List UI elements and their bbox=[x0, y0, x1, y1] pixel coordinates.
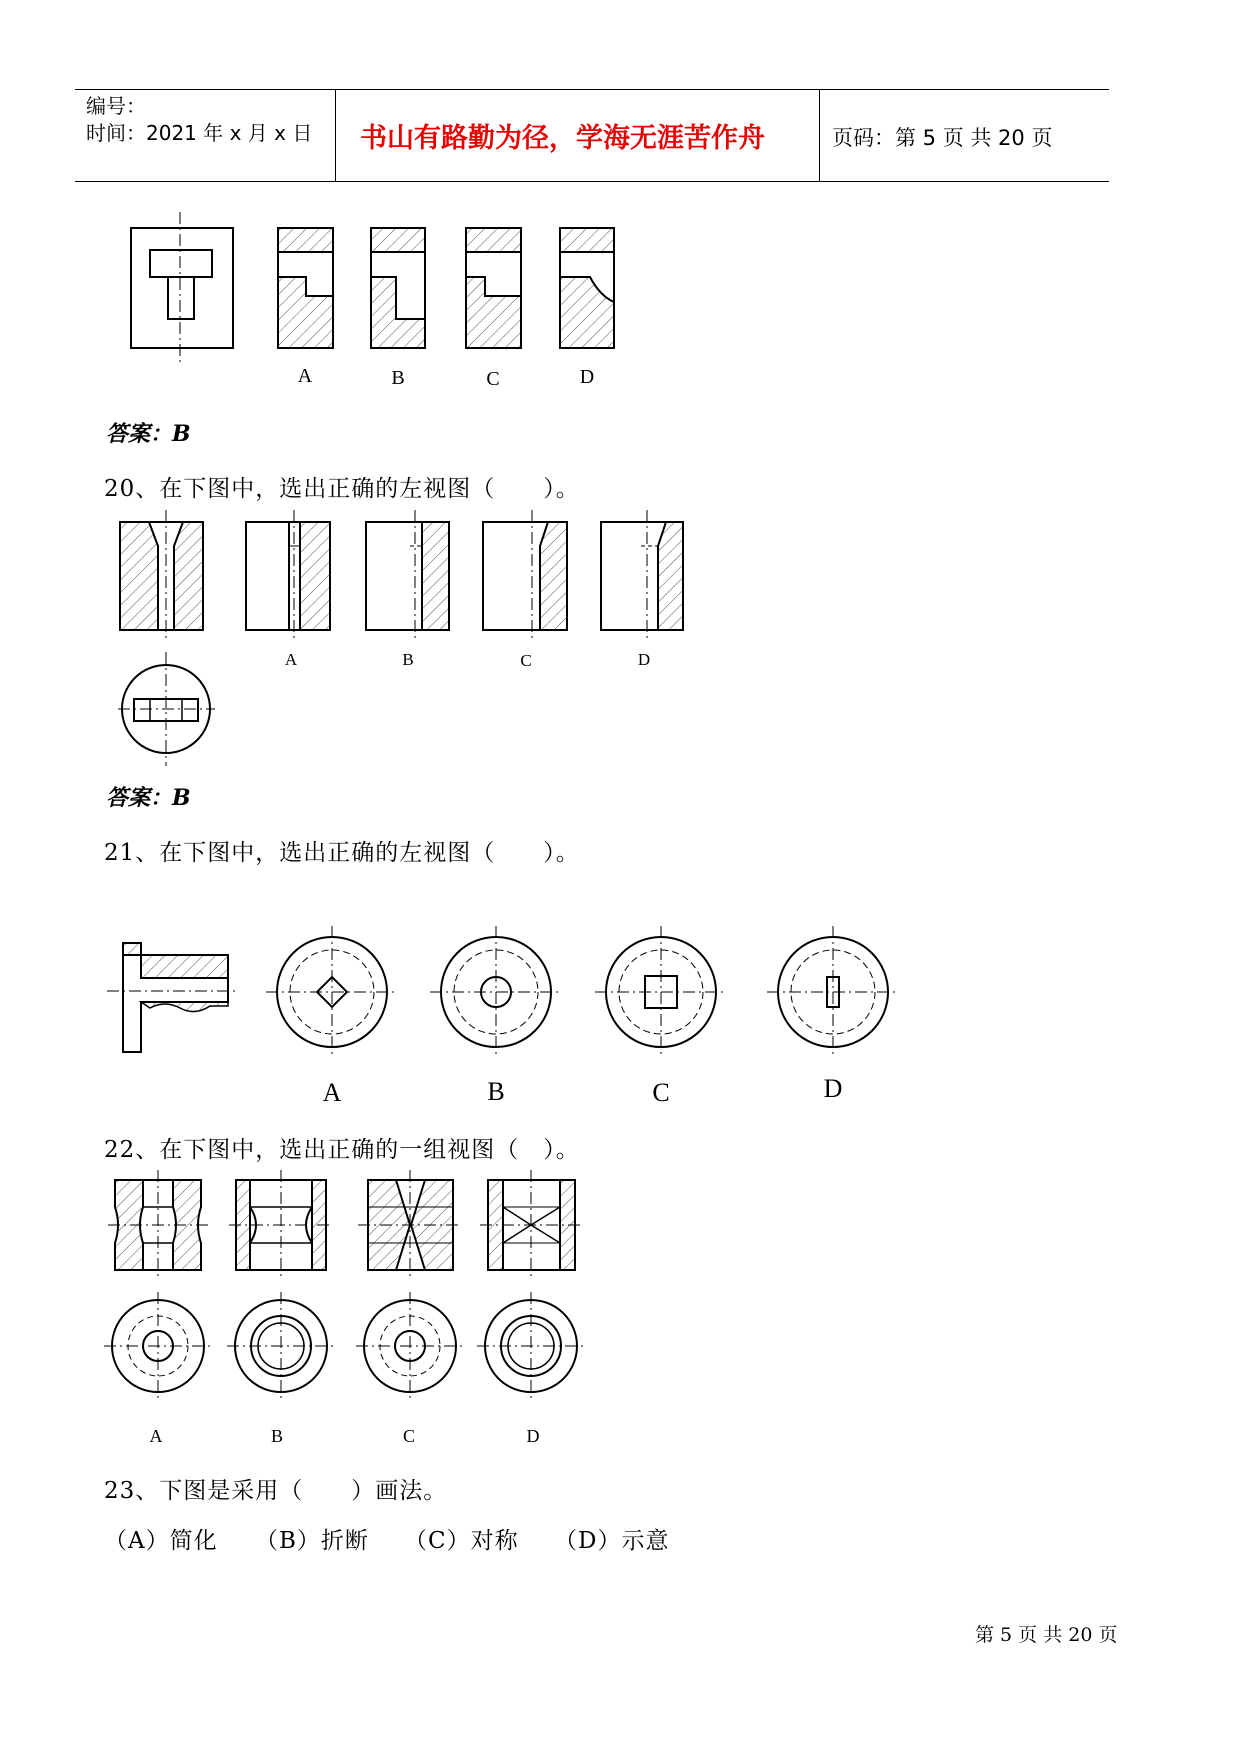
q20-option-d bbox=[601, 510, 683, 642]
q20-label-d: D bbox=[637, 650, 651, 669]
q20-question: 20、在下图中，选出正确的左视图（ ）。 bbox=[104, 476, 580, 502]
q20-label-c: C bbox=[520, 651, 532, 670]
q22-label-c: C bbox=[402, 1426, 415, 1446]
header-time-label: 时间：2021 年 x 月 x 日 bbox=[86, 121, 313, 145]
header-motto: 书山有路勤为径，学海无涯苦作舟 bbox=[360, 123, 765, 154]
q21-option-c bbox=[595, 926, 727, 1058]
q22-option-d-front bbox=[480, 1170, 583, 1280]
q19-label-a: A bbox=[297, 365, 313, 387]
q22-label-a: A bbox=[149, 1426, 163, 1446]
q23-option-b: （B）折断 bbox=[255, 1528, 369, 1554]
q22-option-b-front bbox=[229, 1170, 333, 1280]
q21-option-b bbox=[430, 926, 562, 1058]
q21-question: 21、在下图中，选出正确的左视图（ ）。 bbox=[104, 840, 580, 866]
q21-option-a bbox=[266, 926, 398, 1058]
q19-front-view bbox=[131, 212, 233, 366]
header-page-label: 页码：第 5 页 共 20 页 bbox=[832, 126, 1053, 150]
q21-label-d: D bbox=[823, 1074, 843, 1103]
header-number-label: 编号： bbox=[86, 94, 146, 118]
q19-label-d: D bbox=[579, 366, 595, 388]
q19-answer: 答案：B bbox=[106, 421, 191, 447]
q22-option-c-front bbox=[358, 1170, 462, 1280]
footer-page-number: 第 5 页 共 20 页 bbox=[975, 1624, 1118, 1646]
q19-label-c: C bbox=[486, 368, 500, 390]
q22-option-d-top bbox=[477, 1292, 585, 1400]
q22-option-b-top bbox=[227, 1292, 335, 1400]
q22-option-a-top bbox=[104, 1292, 212, 1400]
q20-option-a bbox=[246, 510, 330, 642]
q19-option-d bbox=[560, 228, 614, 348]
q19-label-b: B bbox=[391, 367, 405, 389]
q21-label-b: B bbox=[487, 1077, 505, 1106]
q23-option-a: （A）简化 bbox=[104, 1528, 218, 1554]
q22-option-a-front bbox=[108, 1170, 208, 1280]
q20-option-b bbox=[366, 510, 449, 642]
q22-label-d: D bbox=[526, 1426, 540, 1446]
q21-label-a: A bbox=[322, 1078, 342, 1107]
q20-top-view bbox=[118, 652, 215, 766]
q20-label-a: A bbox=[284, 650, 298, 669]
q22-question: 22、在下图中，选出正确的一组视图（ ）。 bbox=[104, 1137, 580, 1163]
q23-option-c: （C）对称 bbox=[404, 1528, 519, 1554]
q20-answer: 答案：B bbox=[106, 785, 191, 811]
q19-option-c bbox=[466, 228, 521, 348]
q21-label-c: C bbox=[652, 1078, 670, 1107]
q20-front-view bbox=[120, 510, 203, 642]
q21-option-d bbox=[767, 926, 899, 1058]
q23-option-d: （D）示意 bbox=[554, 1528, 670, 1554]
q19-option-a bbox=[278, 228, 333, 348]
q19-option-b bbox=[371, 228, 425, 348]
q22-option-c-top bbox=[356, 1292, 464, 1400]
q21-front-view bbox=[107, 943, 238, 1052]
q23-question: 23、下图是采用（ ）画法。 bbox=[104, 1478, 448, 1504]
q22-label-b: B bbox=[270, 1426, 283, 1446]
q20-option-c bbox=[483, 510, 567, 642]
q20-label-b: B bbox=[402, 650, 414, 669]
